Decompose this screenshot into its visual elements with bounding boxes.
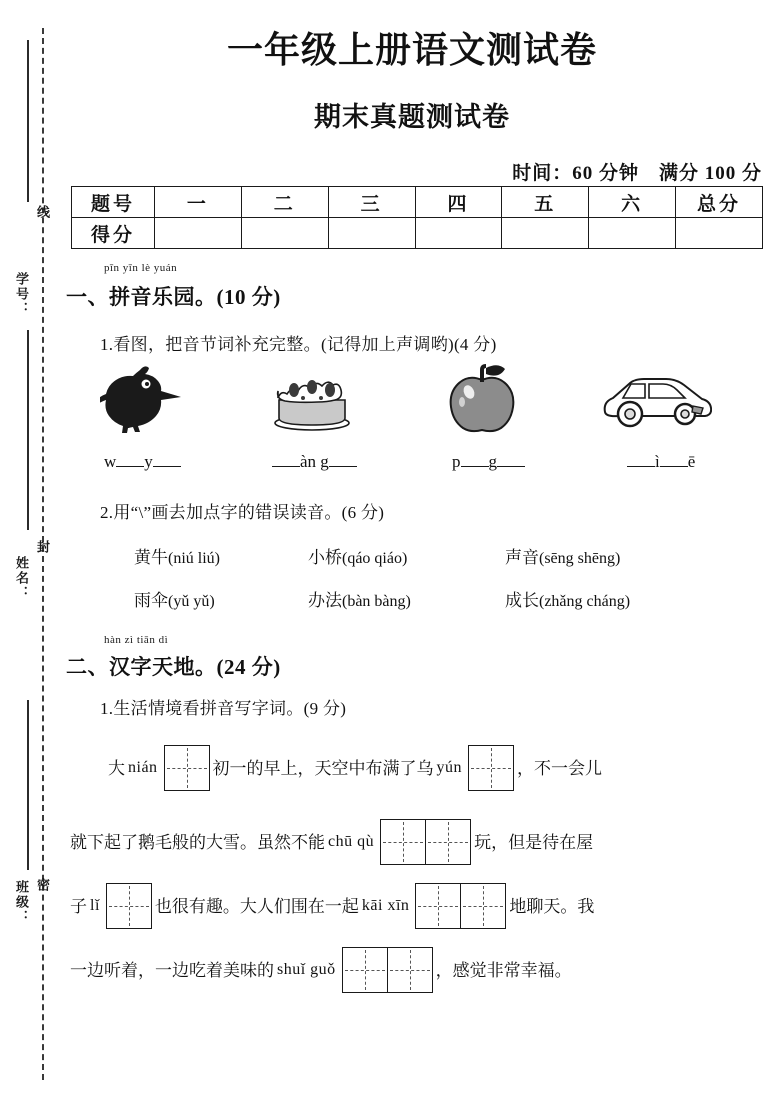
pronunciation-options-1: (niú liú) [168,550,220,567]
writing-text-4a: 一边听着，一边吃着美味的 [70,960,274,980]
pinyin-blank-3-prefix: p [452,452,461,471]
exam-meta-info: 时间：60 分钟 满分 100 分 [512,163,762,184]
table-row-header [72,187,763,218]
pronunciation-item-1[interactable] [134,543,220,568]
question-1-1-text: 1.看图，把音节词补充完整。(记得加上声调哟)(4 分) [100,335,497,354]
seal-solid-line-bottom [27,700,29,870]
writing-line-1 [62,742,780,794]
pinyin-blank-1-prefix: w [104,452,117,471]
writing-text-3a: 子 [70,896,87,916]
writing-line-3 [62,880,780,932]
pronunciation-options-2: (qáo qiáo) [342,550,408,567]
score-cell-5[interactable] [502,218,589,249]
score-cell-1[interactable] [155,218,242,249]
writing-text-1a: 大 [108,758,125,778]
pronunciation-item-5[interactable] [308,586,411,611]
picture-row [92,362,762,434]
pronunciation-options-6: (zhǎng cháng) [539,593,631,610]
score-cell-3[interactable] [328,218,415,249]
pinyin-blank-row [92,452,762,480]
pinyin-blank-4-mid: ì [655,452,660,471]
pronunciation-row-1 [62,543,780,569]
pronunciation-item-6[interactable] [505,586,630,611]
page-title: 一年级上册语文测试卷 [226,30,597,70]
pronunciation-word-6: 成长 [505,591,539,610]
score-table-col-6: 六 [589,187,676,218]
tianzige-cell[interactable] [387,948,432,992]
seal-word-feng: 封 [35,540,50,553]
pronunciation-item-4[interactable] [134,586,215,611]
pinyin-blank-2-mid: àn g [300,452,329,471]
tianzige-cell[interactable] [416,884,460,928]
score-table-row-label: 题号 [72,187,155,218]
seal-word-xian: 线 [35,205,50,218]
score-table-col-total: 总分 [676,187,763,218]
student-class-label: 班级： [14,880,29,925]
pronunciation-options-5: (bàn bàng) [342,593,411,610]
writing-line-2 [62,816,780,868]
score-table-row-label-score: 得分 [72,218,155,249]
section-1-title: 一、拼音乐园。(10 分) [66,285,281,309]
seal-word-mi: 密 [35,878,50,891]
pronunciation-word-1: 黄牛 [134,548,168,567]
score-cell-2[interactable] [241,218,328,249]
tianzige-box-nian[interactable] [164,745,210,791]
pronunciation-word-5: 办法 [308,591,342,610]
writing-text-1b: 初一的早上，天空中布满了乌 [212,758,434,778]
pronunciation-row-2 [62,586,780,612]
score-cell-4[interactable] [415,218,502,249]
writing-pinyin-kaixin: kāi xīn [361,897,410,914]
exam-page [62,0,780,1103]
writing-text-3c: 地聊天。我 [509,896,595,916]
page-subtitle: 期末真题测试卷 [314,102,510,132]
cake-icon [257,362,367,434]
pronunciation-word-3: 声音 [505,548,539,567]
pronunciation-item-2[interactable] [308,543,407,568]
pinyin-blank-1-mid: y [144,452,153,471]
writing-pinyin-yun: yún [436,759,463,776]
tianzige-cell[interactable] [343,948,387,992]
pinyin-blank-3[interactable] [452,452,525,472]
pinyin-blank-4[interactable] [627,452,695,472]
seal-margin [0,0,62,1103]
pinyin-blank-1[interactable] [104,452,181,472]
writing-text-3b: 也很有趣。大人们围在一起 [154,896,359,916]
writing-text-1c: ，不一会儿 [517,758,603,778]
seal-solid-line-top [27,40,29,202]
writing-text-2a: 就下起了鹅毛般的大雪。虽然不能 [70,832,325,852]
student-id-label: 学号： [14,272,29,317]
tianzige-box-yun[interactable] [468,745,514,791]
pinyin-blank-4-suffix: ē [687,452,696,471]
section-2-pinyin: hàn zì tiān dì [104,634,169,646]
writing-pinyin-chuqu: chū qù [328,833,375,850]
pinyin-blank-3-mid: g [488,452,497,471]
score-table-col-5: 五 [502,187,589,218]
writing-text-2b: 玩，但是待在屋 [474,832,594,852]
seal-solid-line-middle [27,330,29,530]
pronunciation-word-2: 小桥 [308,548,342,567]
score-cell-6[interactable] [589,218,676,249]
student-name-label: 姓名： [14,556,29,601]
writing-pinyin-nian: nián [128,759,158,776]
pronunciation-options-4: (yǔ yǔ) [168,593,215,610]
score-table-col-3: 三 [328,187,415,218]
pronunciation-word-4: 雨伞 [134,591,168,610]
seal-dashed-line [42,28,44,1080]
score-table-col-1: 一 [155,187,242,218]
tianzige-box-li[interactable] [106,883,152,929]
tianzige-box-kaixin[interactable] [415,883,506,929]
car-icon [597,362,707,434]
question-1-2-text: 2.用“\”画去加点字的错误读音。(6 分) [100,503,385,522]
tianzige-cell[interactable] [469,746,513,790]
bird-icon [92,362,202,434]
tianzige-cell[interactable] [381,820,425,864]
tianzige-cell[interactable] [460,884,505,928]
score-table-col-2: 二 [241,187,328,218]
section-2-title: 二、汉字天地。(24 分) [66,655,281,679]
apple-icon [427,362,537,434]
table-row-scores [72,218,763,249]
pinyin-blank-2[interactable] [272,452,357,472]
pronunciation-options-3: (sēng shēng) [539,550,621,567]
score-table-col-4: 四 [415,187,502,218]
writing-text-4b: ，感觉非常幸福。 [435,960,572,980]
tianzige-cell[interactable] [165,746,209,790]
score-cell-total[interactable] [676,218,763,249]
section-1-pinyin: pīn yīn lè yuán [104,262,178,274]
tianzige-cell[interactable] [425,820,470,864]
writing-pinyin-shuiguo: shuǐ guǒ [277,961,336,978]
tianzige-cell[interactable] [107,884,151,928]
question-2-1-text: 1.生活情境看拼音写字词。(9 分) [100,699,347,718]
pronunciation-item-3[interactable] [505,543,620,568]
writing-pinyin-li: lǐ [90,897,100,914]
writing-line-4 [62,944,780,996]
tianzige-box-chuqu[interactable] [380,819,471,865]
score-table [71,186,763,249]
tianzige-box-shuiguo[interactable] [342,947,433,993]
